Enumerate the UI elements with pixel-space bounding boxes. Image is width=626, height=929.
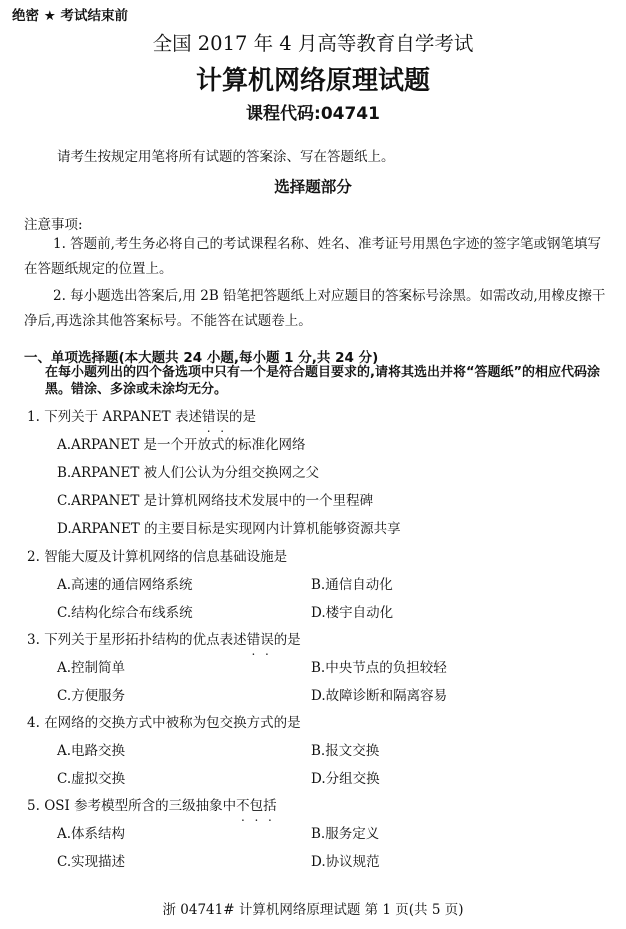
question-5-option-d: D.协议规范 [311,854,380,870]
question-5-option-a: A.体系结构 [57,826,126,842]
section-heading: 选择题部分 [274,178,352,196]
stem-text: 下列关于星形拓扑结构的优点表述 [44,632,247,648]
note-item-2: 2. 每小题选出答案后,用 2B 铅笔把答题纸上对应题目的答案标号涂黑。如需改动,用橡皮擦干净后,再选涂其他答案标号。不能答在试题卷上。 [24,288,606,329]
question-5-option-b: B.服务定义 [311,826,380,842]
confidential-label: 绝密 ★ 考试结束前 [12,8,129,24]
page-footer: 浙 04741# 计算机网络原理试题 第 1 页(共 5 页) [162,902,464,918]
question-1-option-d: D.ARPANET 的主要目标是实现网内计算机能够资源共享 [57,521,401,537]
question-3-option-c: C.方便服务 [57,688,126,704]
emphasis-char: 误 [260,632,274,648]
question-number: 4. [27,715,40,731]
stem-text: 的是 [273,632,301,648]
part-description: 在每小题列出的四个备选项中只有一个是符合题目要求的,请将其选出并将“答题纸”的相应代码涂黑。错涂、多涂或未涂均无分。 [45,365,601,397]
stem-text: 的是 [228,409,256,425]
question-2-option-c: C.结构化综合布线系统 [57,605,193,621]
course-code: 课程代码:04741 [246,104,380,124]
question-2-stem [27,545,287,565]
question-3-stem [27,628,301,648]
emphasis-char: 不 [236,798,250,814]
question-4-option-a: A.电路交换 [57,743,126,759]
question-4-option-c: C.虚拟交换 [57,771,126,787]
emphasis-char: 误 [215,409,229,425]
part-heading: 一、单项选择题(本大题共 24 小题,每小题 1 分,共 24 分) [24,350,379,366]
question-1-option-c: C.ARPANET 是计算机网络技术发展中的一个里程碑 [57,493,374,509]
question-4-stem [27,711,301,731]
stem-text: 下列关于 ARPANET 表述 [44,409,202,425]
question-1-option-b: B.ARPANET 被人们公认为分组交换网之父 [57,465,320,481]
question-2-option-b: B.通信自动化 [311,577,393,593]
question-1-stem [27,405,256,425]
question-number: 1. [27,409,40,425]
question-number: 3. [27,632,40,648]
emphasis-char: 错 [246,632,261,648]
question-2-option-d: D.楼宇自动化 [311,605,394,621]
question-5-stem [27,794,277,814]
question-3-option-b: B.中央节点的负担较轻 [311,660,447,676]
instruction-text: 请考生按规定用笔将所有试题的答案涂、写在答题纸上。 [57,149,395,165]
stem-text: 智能大厦及计算机网络的信息基础设施是 [44,549,288,565]
question-4-option-d: D.分组交换 [311,771,380,787]
question-number: 2. [27,549,40,565]
exam-title: 全国 2017 年 4 月高等教育自学考试 [152,32,474,55]
question-2-option-a: A.高速的通信网络系统 [57,577,193,593]
stem-text: 在网络的交换方式中被称为包交换方式的是 [44,715,301,731]
emphasis-char: 包 [249,798,264,814]
question-4-option-b: B.报文交换 [311,743,380,759]
note-item-1: 1. 答题前,考生务必将自己的考试课程名称、姓名、准考证号用黑色字迹的签字笔或钢笔填写在答题纸规定的位置上。 [24,236,601,277]
emphasis-char: 括 [263,798,277,814]
subject-title: 计算机网络原理试题 [195,66,430,96]
notes-heading: 注意事项: [24,217,83,233]
question-1-option-a: A.ARPANET 是一个开放式的标准化网络 [57,437,306,453]
question-3-option-d: D.故障诊断和隔离容易 [311,688,448,704]
question-3-option-a: A.控制简单 [57,660,126,676]
question-5-option-c: C.实现描述 [57,854,126,870]
stem-text: OSI 参考模型所含的三级抽象中 [44,798,237,814]
question-number: 5. [27,798,40,814]
emphasis-char: 错 [201,409,216,425]
